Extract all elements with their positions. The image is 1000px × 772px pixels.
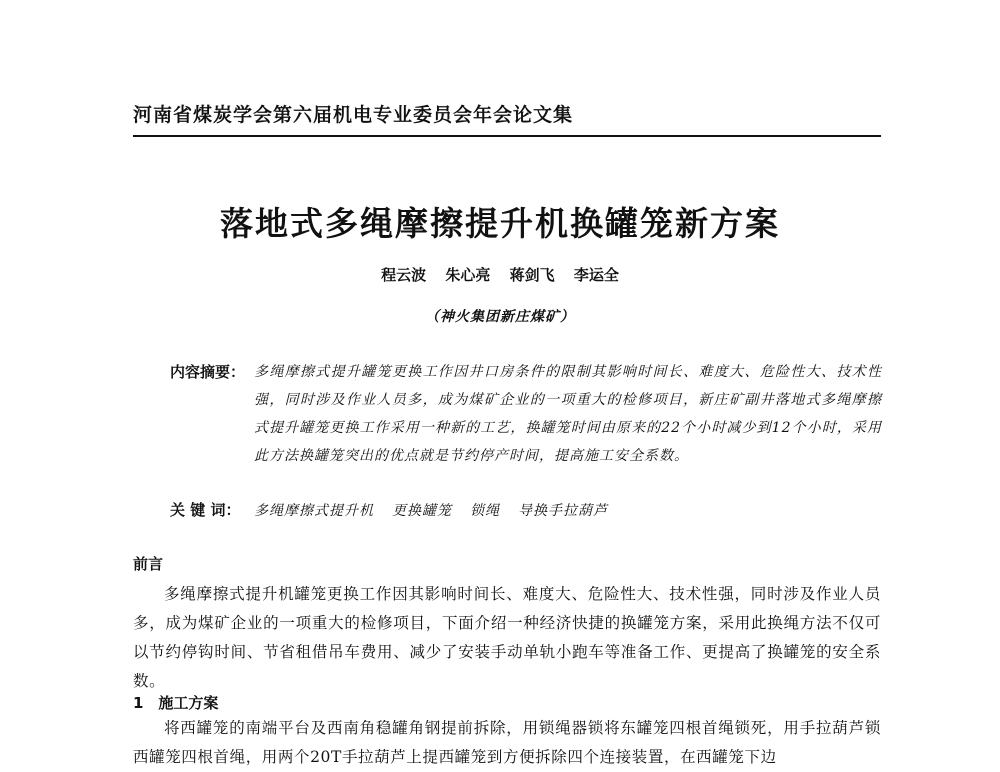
paper-title: 落地式多绳摩擦提升机换罐笼新方案 (220, 204, 780, 243)
author-list (0, 264, 1000, 285)
keyword: 导换手拉葫芦 (518, 503, 608, 519)
keyword: 多绳摩擦式提升机 (254, 503, 374, 519)
section-heading-preface: 前言 (133, 555, 164, 573)
abstract-text: 多绳摩擦式提升罐笼更换工作因井口房条件的限制其影响时间长、难度大、危险性大、技术性强，同时涉及作业人员多，成为煤矿企业的一项重大的检修项目，新庄矿副井落地式多绳摩擦式提升罐笼更换工作采用一种新的工艺，换罐笼时间由原来的22个小时减少到12个小时，采用此方法换罐笼突出的优点就是节约停产时间，提高施工安全系数。 (254, 364, 882, 464)
section-paragraph-preface: 多绳摩擦式提升机罐笼更换工作因其影响时间长、难度大、危险性大、技术性强，同时涉及作业人员多，成为煤矿企业的一项重大的检修项目，下面介绍一种经济快捷的换罐笼方案，采用此换绳方法不仅可以节约停钩时间、节省租借吊车费用、减少了安装手动单轨小跑车等准备工作、更提高了换罐笼的安全系数。 (133, 585, 881, 690)
author-name: 李运全 (573, 266, 619, 284)
author-name: 蒋剑飞 (509, 266, 555, 284)
author-name: 程云波 (381, 266, 427, 284)
keyword: 锁绳 (470, 503, 500, 519)
abstract (170, 358, 882, 470)
author-name: 朱心亮 (445, 266, 491, 284)
running-header: 河南省煤炭学会第六届机电专业委员会年会论文集 (133, 100, 881, 137)
affiliation: （神火集团新庄煤矿） (425, 309, 575, 325)
keywords (170, 498, 882, 523)
section-heading-plan: 1 施工方案 (133, 694, 219, 712)
section-paragraph-plan: 将西罐笼的南端平台及西南角稳罐角钢提前拆除，用锁绳器锁将东罐笼四根首绳锁死，用手拉葫芦锁西罐笼四根首绳，用两个20T手拉葫芦上提西罐笼到方便拆除四个连接装置，在西罐笼下边 (133, 719, 881, 766)
abstract-label: 内容摘要： (170, 363, 246, 381)
keywords-label: 关 键 词： (170, 501, 241, 519)
keyword: 更换罐笼 (392, 503, 452, 519)
